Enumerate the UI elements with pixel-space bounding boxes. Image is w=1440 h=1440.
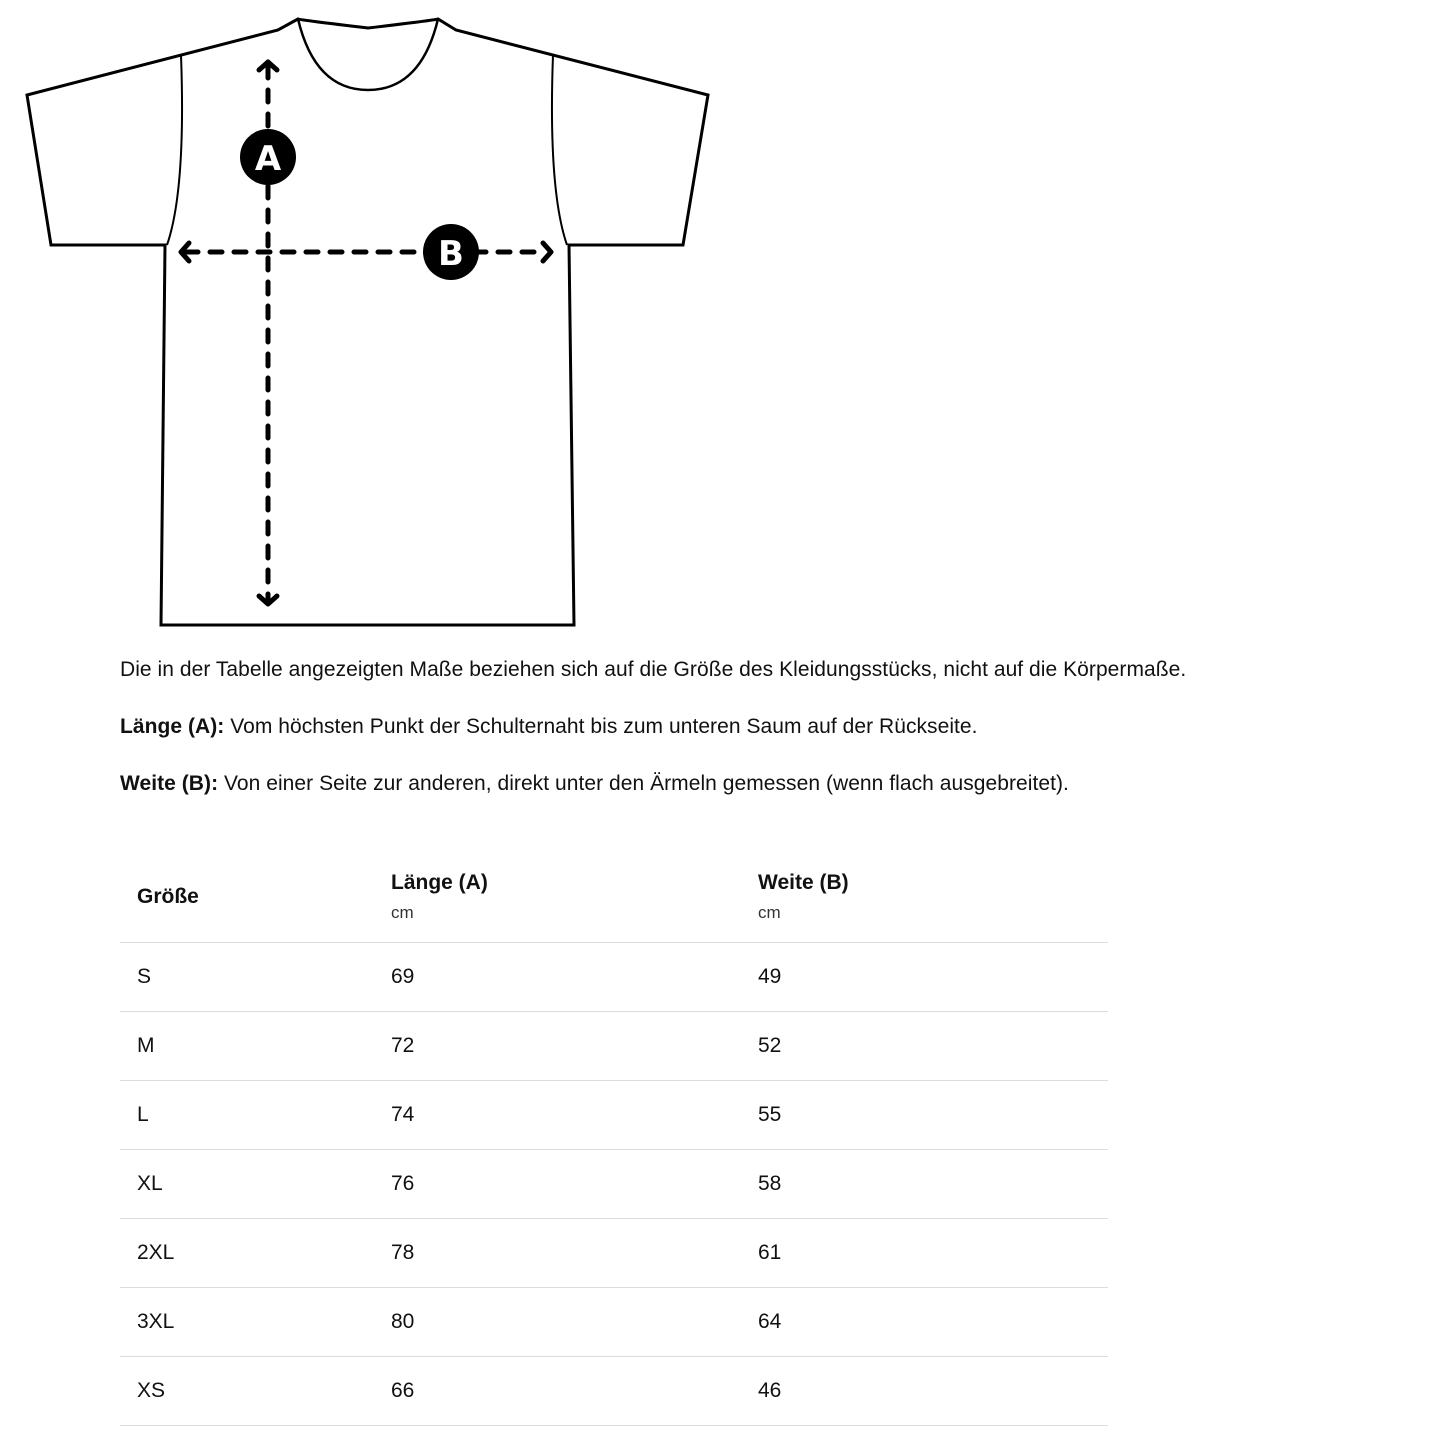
cell-width: 55 — [758, 1102, 782, 1126]
table-row — [120, 942, 1108, 1011]
cell-length: 80 — [391, 1309, 415, 1333]
table-header-row — [120, 852, 1108, 942]
length-label: Länge (A): — [120, 715, 225, 738]
table-row — [120, 1149, 1108, 1218]
label-b-badge — [423, 224, 479, 280]
cell-length: 72 — [391, 1033, 415, 1057]
intro-text: Die in der Tabelle angezeigten Maße beziehen sich auf die Größe des Kleidungsstücks, nicht auf die Körpermaße. — [120, 658, 1187, 681]
table-row — [120, 1080, 1108, 1149]
header-width: Weite (B) cm — [758, 852, 1108, 942]
cell-length: 69 — [391, 964, 415, 988]
cell-size: S — [137, 964, 152, 988]
cell-size: 2XL — [137, 1240, 175, 1264]
cell-size: 3XL — [137, 1309, 175, 1333]
length-description — [120, 711, 1380, 743]
svg-text:A: A — [254, 139, 282, 179]
measurement-description — [120, 654, 1380, 800]
cell-width: 58 — [758, 1171, 782, 1195]
size-table — [120, 852, 1108, 1426]
cell-width: 64 — [758, 1309, 782, 1333]
cell-length: 74 — [391, 1102, 415, 1126]
cell-length: 76 — [391, 1171, 415, 1195]
header-length: Länge (A) cm — [391, 852, 758, 942]
cell-length: 78 — [391, 1240, 415, 1264]
cell-width: 49 — [758, 964, 782, 988]
length-text: Vom höchsten Punkt der Schulternaht bis zum unteren Saum auf der Rückseite. — [224, 715, 978, 738]
table-row — [120, 1356, 1108, 1425]
cell-width: 61 — [758, 1240, 782, 1264]
cell-size: XS — [137, 1378, 166, 1402]
header-width-unit: cm — [758, 902, 781, 922]
cell-size: M — [137, 1033, 155, 1057]
tshirt-icon — [0, 0, 740, 640]
table-row — [120, 1011, 1108, 1080]
tshirt-diagram — [0, 0, 740, 640]
label-a-badge — [240, 129, 296, 185]
cell-length: 66 — [391, 1378, 415, 1402]
header-length-unit: cm — [391, 902, 414, 922]
svg-text:B: B — [438, 234, 464, 274]
width-description — [120, 768, 1380, 800]
width-label: Weite (B): — [120, 772, 219, 795]
cell-size: XL — [137, 1171, 163, 1195]
table-row — [120, 1287, 1108, 1356]
cell-width: 46 — [758, 1378, 782, 1402]
width-text: Von einer Seite zur anderen, direkt unter den Ärmeln gemessen (wenn flach ausgebreitet). — [218, 772, 1069, 795]
cell-width: 52 — [758, 1033, 782, 1057]
header-size: Größe — [137, 884, 199, 908]
cell-size: L — [137, 1102, 149, 1126]
table-row — [120, 1218, 1108, 1287]
